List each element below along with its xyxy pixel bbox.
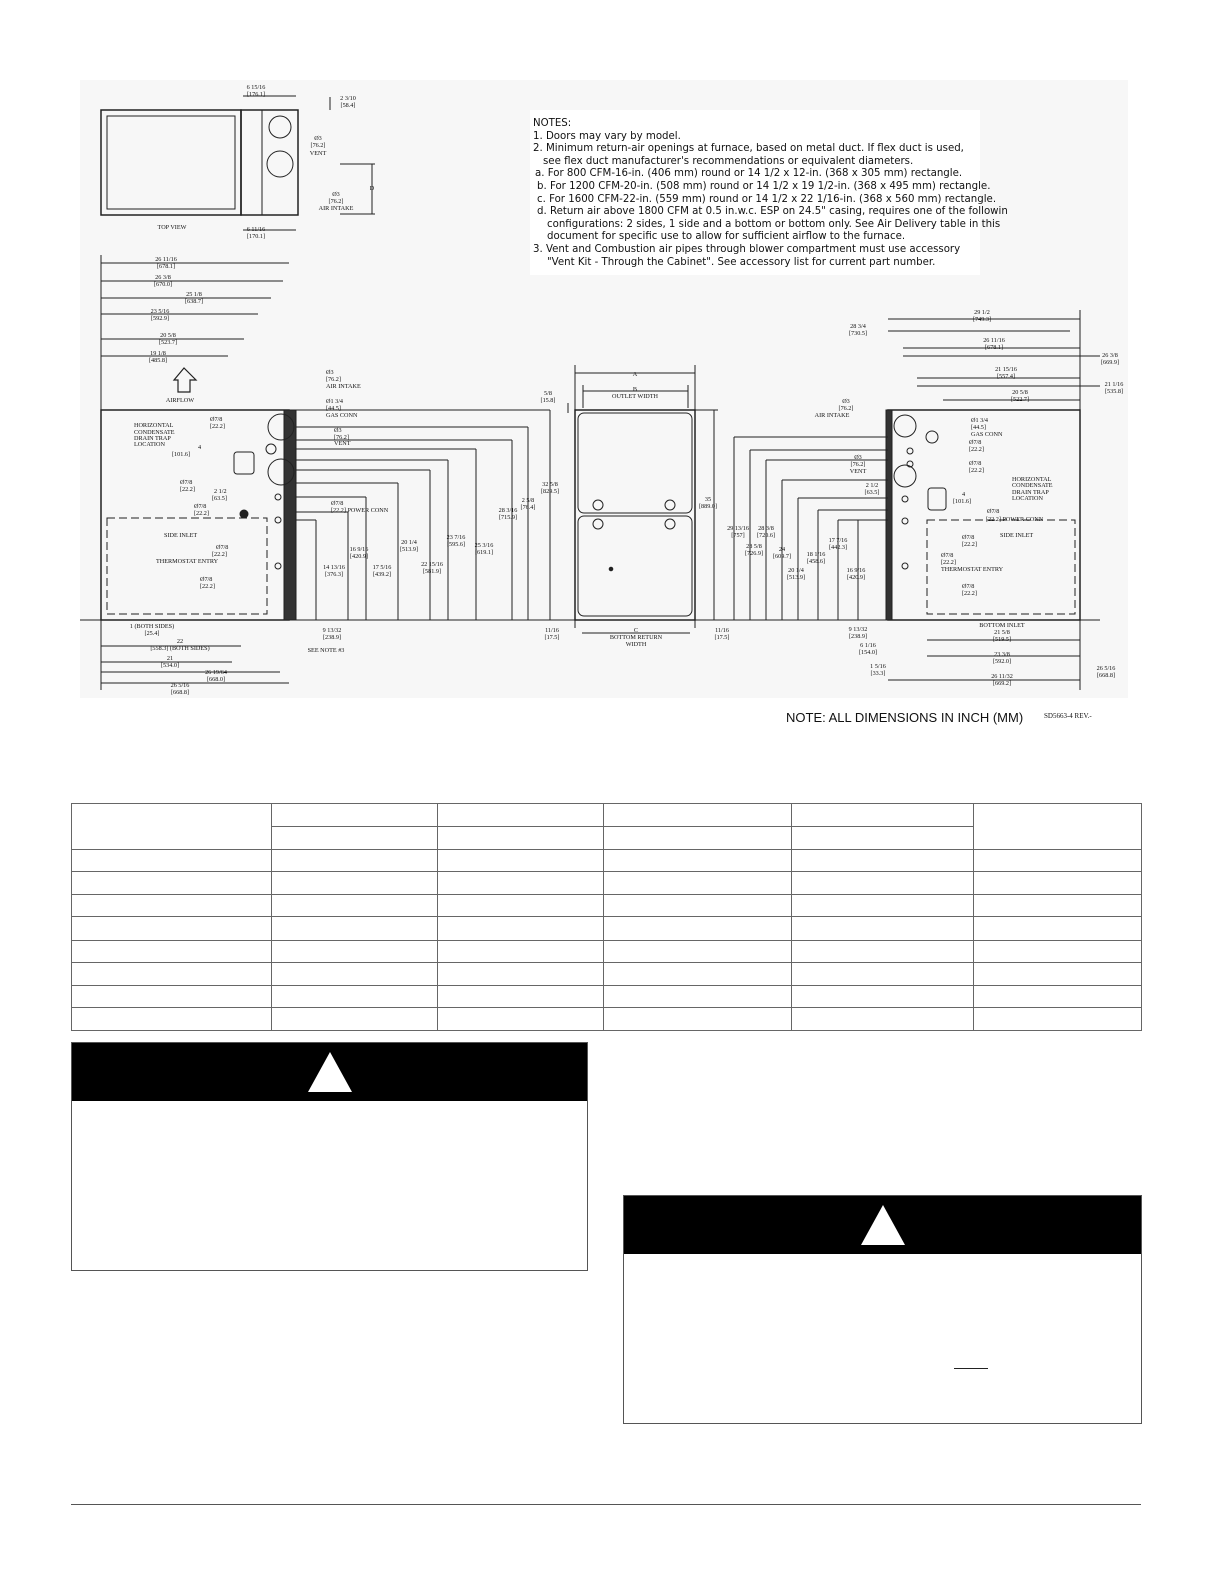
left-hole4: Ø7/8: [200, 576, 213, 583]
front-five-eighths: 5/8: [544, 390, 552, 397]
note-line: a. For 800 CFM-16-in. (406 mm) round or 14 1/2 x 12-in. (368 x 305 mm) rectangle.: [535, 168, 963, 180]
left-horiz-2: CONDENSATE: [134, 429, 175, 436]
left-dim-5-mm: [523.7]: [158, 339, 178, 346]
left-hole2: Ø7/8: [180, 479, 193, 486]
left-v7-mm: [619.1]: [474, 549, 494, 556]
left-dim-2-mm: [670.0]: [153, 281, 173, 288]
right-b5: 23 3/8: [994, 651, 1010, 658]
left-hole3: Ø7/8: [194, 503, 207, 510]
front-dim-a: A: [632, 371, 638, 378]
right-r2: 28 3/4: [850, 323, 866, 330]
left-v2-mm: [420.9]: [349, 553, 369, 560]
table-row: [72, 962, 1142, 985]
left-v4: 20 1/4: [401, 539, 417, 546]
left-side-inlet: SIDE INLET: [164, 532, 198, 539]
top-intake-dia: Ø3: [332, 191, 340, 198]
left-thermo-mm: [22.2]: [212, 551, 227, 558]
right-b2-mm: [154.0]: [858, 649, 878, 656]
right-power-label: [22.2] POWER CONN: [986, 516, 1044, 523]
right-intake-label: AIR INTAKE: [814, 412, 850, 419]
right-four: 4: [962, 491, 966, 498]
airflow-label: AIRFLOW: [165, 397, 195, 404]
left-b1-mm: [25.4]: [144, 630, 160, 637]
right-r4-mm: [669.9]: [1100, 359, 1120, 366]
table-row: [72, 940, 1142, 962]
left-b4: 26 19/64: [205, 669, 227, 676]
right-b2: 6 1/16: [860, 642, 876, 649]
left-power-label: [22.2] POWER CONN: [331, 507, 389, 514]
note-line: b. For 1200 CFM-20-in. (508 mm) round or 14 1/2 x 19 1/2-in. (368 x 495 mm) rectangle.: [537, 180, 991, 192]
left-hole1-mm: [22.2]: [210, 423, 225, 430]
warning-header-right: [624, 1196, 1141, 1254]
right-r4: 26 3/8: [1102, 352, 1118, 359]
left-hole4-mm: [22.2]: [200, 583, 215, 590]
right-v3: 28 3/8: [758, 525, 774, 532]
right-thermo-dia: Ø7/8: [941, 552, 954, 559]
left-four: 4: [198, 444, 202, 451]
right-vent-mm: [76.2]: [850, 461, 866, 468]
right-hole1: Ø7/8: [969, 439, 982, 446]
right-v2: 28 5/8: [746, 543, 762, 550]
left-b6-mm: [238.9]: [322, 634, 342, 641]
see-note-3: SEE NOTE #3: [307, 647, 345, 654]
right-b7-mm: [668.8]: [1096, 672, 1116, 679]
left-dim-1: 26 11/16: [155, 256, 177, 263]
footer-rule: [71, 1504, 1141, 1505]
top-intake-mm: [76.2]: [328, 198, 344, 205]
top-dim-2-mm: [58.4]: [340, 102, 356, 109]
left-v6: 23 7/16: [446, 534, 466, 541]
right-v2-mm: [726.9]: [744, 550, 764, 557]
right-horiz-2: CONDENSATE: [1012, 482, 1053, 489]
front-right-foot-mm: [17.5]: [714, 634, 730, 641]
left-v1-mm: [376.3]: [324, 571, 344, 578]
top-view-caption: TOP VIEW: [157, 224, 187, 231]
left-v5: 22 15/16: [421, 561, 443, 568]
top-vent-mm: [76.2]: [310, 142, 326, 149]
left-intake-dia: Ø3: [326, 369, 334, 376]
right-hole4-mm: [22.2]: [962, 590, 977, 597]
right-bottom-inlet: BOTTOM INLET: [979, 622, 1025, 629]
right-r3: 26 11/16: [983, 337, 1005, 344]
top-intake-label: AIR INTAKE: [318, 205, 354, 212]
right-four-mm: [101.6]: [953, 498, 972, 505]
left-four-mm: [101.6]: [172, 451, 191, 458]
front-five-eighths-mm: [15.8]: [540, 397, 556, 404]
warning-triangle-icon: [308, 1052, 352, 1092]
note-line: 2. Minimum return-air openings at furnace, based on metal duct. If flex duct is used,: [533, 143, 964, 155]
front-height: 35: [704, 496, 712, 503]
notes-title: NOTES:: [533, 118, 572, 129]
top-dim-1: 6 15/16: [246, 84, 266, 91]
top-vent-label: VENT: [309, 150, 327, 157]
right-two-half-mm: [63.5]: [864, 489, 880, 496]
dimensions-note: NOTE: ALL DIMENSIONS IN INCH (MM): [786, 710, 1024, 725]
left-hole2-mm: [22.2]: [180, 486, 195, 493]
left-b4-mm: [668.0]: [206, 676, 226, 683]
left-b5: 26 5/16: [170, 682, 190, 689]
front-dim-c: C: [633, 627, 639, 634]
left-dim-4: 23 5/16: [150, 308, 170, 315]
left-v1: 14 13/16: [323, 564, 345, 571]
right-hole3: Ø7/8: [962, 534, 975, 541]
left-vent-label: VENT: [334, 440, 351, 447]
note-line: c. For 1600 CFM-22-in. (559 mm) round or 14 1/2 x 22 1/16-in. (368 x 560 mm) rectangle.: [537, 193, 997, 205]
left-dim-4-mm: [592.9]: [150, 315, 170, 322]
left-dim-2: 26 3/8: [155, 274, 171, 281]
right-b6: 26 11/32: [991, 673, 1013, 680]
left-v5-mm: [581.9]: [422, 568, 442, 575]
right-hole2-mm: [22.2]: [969, 467, 984, 474]
front-left-foot: 11/16: [545, 627, 559, 634]
left-b2: 22: [176, 638, 184, 645]
left-v10: 2 5/8: [521, 497, 535, 504]
left-horiz-4: LOCATION: [134, 441, 165, 448]
right-two-half: 2 1/2: [865, 482, 879, 489]
left-thermo-label: THERMOSTAT ENTRY: [156, 558, 219, 565]
dimensions-table: [71, 803, 1142, 1031]
warning-triangle-icon: [861, 1205, 905, 1245]
top-dim-1-mm: [176.1]: [246, 91, 266, 98]
left-v4-mm: [513.9]: [399, 546, 419, 553]
left-horiz-1: HORIZONTAL: [134, 422, 174, 429]
note-line: d. Return air above 1800 CFM at 0.5 in.w.c. ESP on 24.5" casing, requires one of the followin: [537, 206, 1008, 218]
left-gas-dia: Ø1 3/4: [326, 398, 344, 405]
left-thermo-dia: Ø7/8: [216, 544, 229, 551]
left-dim-3: 25 1/8: [186, 291, 202, 298]
left-v7: 25 3/16: [474, 542, 494, 549]
right-r7-mm: [522.7]: [1010, 396, 1030, 403]
right-r5: 21 15/16: [995, 366, 1017, 373]
right-v6-mm: [458.6]: [806, 558, 826, 565]
right-hole2: Ø7/8: [969, 460, 982, 467]
left-b3: 21: [166, 655, 174, 662]
right-b1: 9 13/32: [848, 626, 868, 633]
left-dim-3-mm: [638.7]: [184, 298, 204, 305]
left-b5-mm: [668.8]: [170, 689, 190, 696]
note-line: document for specific use to allow for sufficient airflow to the furnace.: [547, 231, 906, 243]
right-gas-dia: Ø1 3/4: [971, 417, 989, 424]
right-v7-mm: [442.3]: [828, 544, 848, 551]
right-b4-mm: [519.5]: [992, 636, 1012, 643]
front-height-mm: [889.0]: [698, 503, 718, 510]
right-intake-mm: [76.2]: [838, 405, 854, 412]
right-v1-mm: [757]: [731, 532, 745, 539]
right-hole3-mm: [22.2]: [962, 541, 977, 548]
left-power-dia: Ø7/8: [331, 500, 344, 507]
table-row: [72, 895, 1142, 917]
warning-box-left: [71, 1042, 588, 1271]
right-hole1-mm: [22.2]: [969, 446, 984, 453]
right-v4: 24: [778, 546, 786, 553]
left-v3-mm: [439.2]: [372, 571, 392, 578]
front-left-foot-mm: [17.5]: [544, 634, 560, 641]
right-b3: 1 5/16: [870, 663, 886, 670]
right-b7: 26 5/16: [1096, 665, 1116, 672]
left-b3-mm: [534.0]: [160, 662, 180, 669]
front-right-foot: 11/16: [715, 627, 729, 634]
left-intake-label: AIR INTAKE: [326, 383, 361, 390]
right-hole4: Ø7/8: [962, 583, 975, 590]
top-dim-3: 6 11/16: [246, 226, 266, 233]
left-v8: 28 3/16: [498, 507, 518, 514]
right-v5-mm: [513.9]: [786, 574, 806, 581]
note-line: 3. Vent and Combustion air pipes through blower compartment must use accessory: [533, 243, 961, 255]
right-v4-mm: [609.7]: [772, 553, 792, 560]
right-intake-dia: Ø3: [842, 398, 850, 405]
left-horiz-3: DRAIN TRAP: [134, 435, 171, 442]
underline-mark: [954, 1368, 988, 1369]
right-b3-mm: [33.3]: [870, 670, 886, 677]
note-line: 1. Doors may vary by model.: [533, 130, 681, 142]
left-dim-5: 20 5/8: [160, 332, 176, 339]
warning-box-right: [623, 1195, 1142, 1424]
left-intake-mm: [76.2]: [326, 376, 341, 383]
table-row: [72, 1007, 1142, 1030]
right-r1: 29 1/2: [974, 309, 990, 316]
table-header-row: [72, 804, 1142, 827]
right-side-inlet: SIDE INLET: [1000, 532, 1034, 539]
left-dim-1-mm: [678.1]: [156, 263, 176, 270]
notes-block: [533, 118, 1008, 269]
right-horiz-4: LOCATION: [1012, 495, 1043, 502]
left-v9: 32 5/8: [542, 481, 558, 488]
top-vent-dia: Ø3: [314, 135, 322, 142]
right-v3-mm: [720.6]: [756, 532, 776, 539]
right-v7: 17 7/16: [828, 537, 848, 544]
top-dim-d: D: [369, 185, 375, 192]
right-r1-mm: [749.3]: [972, 316, 992, 323]
left-v10-mm: [76.4]: [520, 504, 536, 511]
right-vent-dia: Ø3: [854, 454, 862, 461]
dimension-drawing: [0, 0, 1224, 760]
right-horiz-1: HORIZONTAL: [1012, 476, 1052, 483]
right-b4: 21 5/8: [994, 629, 1010, 636]
left-vent-dia: Ø3: [334, 427, 342, 434]
left-v3: 17 5/16: [372, 564, 392, 571]
left-b6: 9 13/32: [322, 627, 342, 634]
top-dim-2: 2 3/10: [340, 95, 356, 102]
left-gas-mm: [44.5]: [326, 405, 341, 412]
left-two-half-mm: [63.5]: [212, 495, 227, 502]
right-power-dia: Ø7/8: [987, 508, 1000, 515]
right-r6: 21 1/16: [1104, 381, 1124, 388]
table-row: [72, 872, 1142, 895]
right-b1-mm: [238.9]: [848, 633, 868, 640]
right-r6-mm: [535.8]: [1104, 388, 1124, 395]
right-v6: 18 1/16: [806, 551, 826, 558]
table-row: [72, 985, 1142, 1007]
left-two-half: 2 1/2: [214, 488, 227, 495]
right-r2-mm: [730.5]: [848, 330, 868, 337]
left-v8-mm: [715.9]: [498, 514, 518, 521]
right-gas-mm: [44.5]: [971, 424, 986, 431]
right-vent-label: VENT: [849, 468, 867, 475]
note-line: see flex duct manufacturer's recommendations or equivalent diameters.: [543, 155, 914, 167]
table-row: [72, 917, 1142, 940]
top-dim-3-mm: [170.1]: [246, 233, 266, 240]
left-v6-mm: [595.6]: [446, 541, 466, 548]
right-v5: 20 1/4: [788, 567, 804, 574]
front-dim-b: B: [632, 386, 638, 393]
note-line: "Vent Kit - Through the Cabinet". See accessory list for current part number.: [547, 256, 936, 268]
left-hole1: Ø7/8: [210, 416, 223, 423]
left-gas-label: GAS CONN: [326, 412, 358, 419]
right-horiz-3: DRAIN TRAP: [1012, 489, 1049, 496]
front-bottom-return: BOTTOM RETURN: [609, 634, 663, 641]
left-dim-6-mm: [485.8]: [148, 357, 168, 364]
right-b6-mm: [669.2]: [992, 680, 1012, 687]
right-thermo-mm: [22.2]: [941, 559, 956, 566]
right-r5-mm: [557.4]: [996, 373, 1016, 380]
right-b5-mm: [592.0]: [992, 658, 1012, 665]
front-outlet-width: OUTLET WIDTH: [612, 393, 658, 400]
left-dim-6: 19 1/8: [150, 350, 166, 357]
left-v2: 16 9/16: [349, 546, 369, 553]
left-vent-mm: [76.2]: [334, 434, 349, 441]
right-v8-mm: [420.9]: [846, 574, 866, 581]
left-v9-mm: [829.5]: [540, 488, 560, 495]
note-line: configurations: 2 sides, 1 side and a bottom or bottom only. See Air Delivery table in this: [547, 218, 1001, 230]
warning-header-left: [72, 1043, 587, 1101]
right-thermo-label: THERMOSTAT ENTRY: [941, 566, 1004, 573]
left-b2-mm: [558.3] (BOTH SIDES): [150, 645, 210, 652]
front-bottom-return-width: WIDTH: [625, 641, 647, 648]
right-v1: 29 13/16: [727, 525, 749, 532]
table-row: [72, 850, 1142, 872]
right-r7: 20 5/8: [1012, 389, 1028, 396]
right-r3-mm: [678.1]: [984, 344, 1004, 351]
right-gas-label: GAS CONN: [971, 431, 1003, 438]
left-b1: 1 (BOTH SIDES): [129, 623, 175, 630]
drawing-number: SD5663-4 REV.-: [1044, 712, 1092, 720]
left-hole3-mm: [22.2]: [194, 510, 209, 517]
right-v8: 16 9/16: [846, 567, 866, 574]
